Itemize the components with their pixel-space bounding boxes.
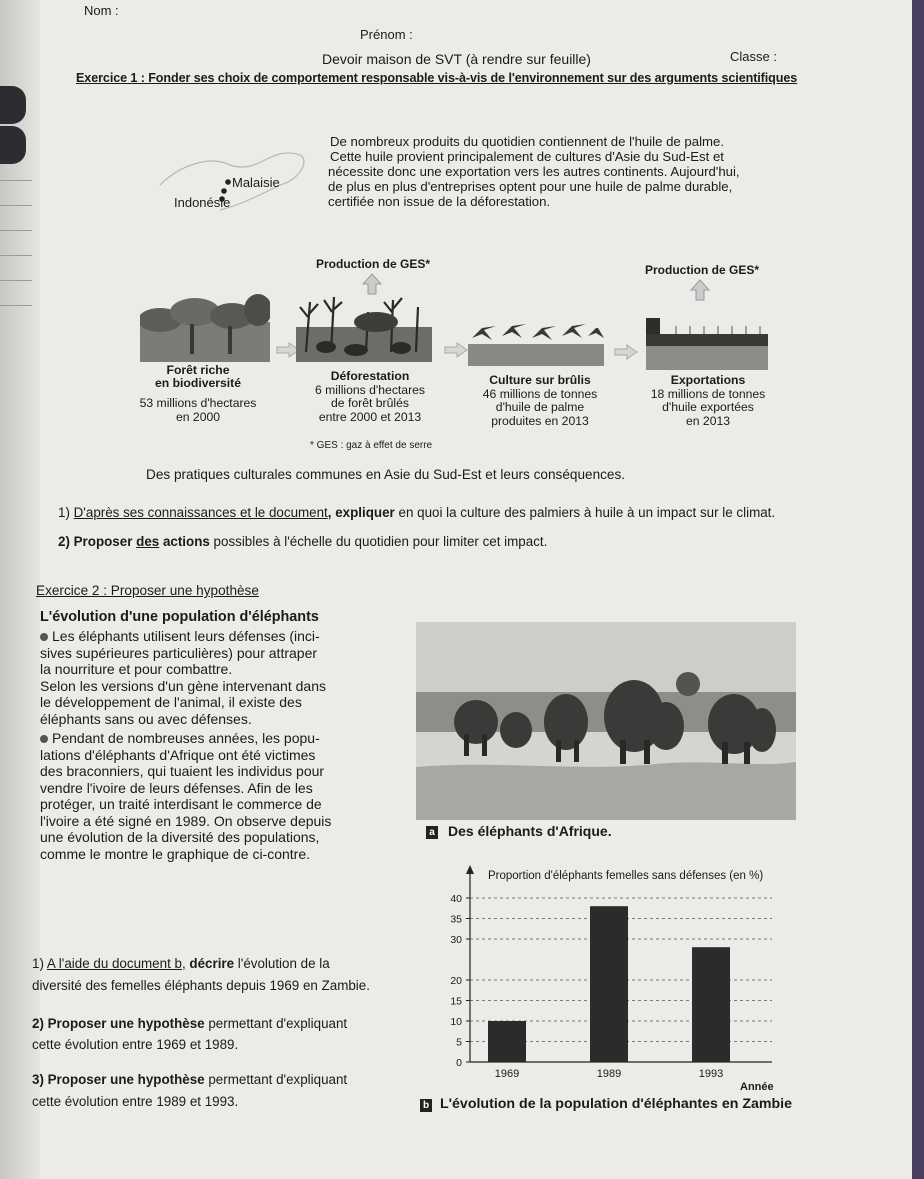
exercise2-title: Exercice 2 : Proposer une hypothèse [36,583,259,598]
y-tick-label: 15 [450,995,462,1008]
ruled-line [0,180,32,181]
question-text: permettant d'expliquant [204,1016,348,1031]
stage-desc-line: 53 millions d'hectares [139,396,257,410]
question-source: D'après ses connaissances et le document [73,505,328,520]
question-emphasis: des [136,534,160,549]
x-tick-label: 1989 [596,1068,622,1080]
question-number: 1) [58,505,74,520]
ex2-question-2 [32,1016,347,1031]
right-arrow-icon [614,344,638,360]
ex1-intro [328,134,740,209]
stage-desc-line: en 2013 [685,413,731,428]
map-point [225,179,231,185]
question-text: permettant d'expliquant [204,1072,348,1087]
intro-line: de plus en plus d'entreprises optent pour une huile de palme durable, [328,179,733,194]
text-line: comme le montre le graphique de ci-contre. [40,845,311,862]
cargo-ship-illustration [646,312,768,370]
text-line [40,628,366,645]
ex2-question-1 [32,956,330,971]
question-verb: , expliquer [327,505,395,520]
text-line-content: Les éléphants utilisent leurs défenses (inci- [52,628,320,644]
classe-label: Classe : [730,49,777,64]
bar-chart [410,862,800,1094]
stage-desc-line: de forêt brûlés [331,396,409,410]
page-title: Devoir maison de SVT (à rendre sur feuille) [322,51,591,67]
stage-desc-line: d'huile de palme [495,400,585,414]
text-line-content: Pendant de nombreuses années, les popu- [52,730,320,746]
question-verb: décrire [185,956,235,971]
text-line [40,730,366,747]
nom-label: Nom : [84,3,119,18]
text-line: le développement de l'animal, il existe des [40,694,302,710]
stage-desc-line: produites en 2013 [491,413,589,428]
stage-desc-line: entre 2000 et 2013 [318,409,422,424]
stage-title-line: en biodiversité [154,376,241,390]
question-number: 1) [32,956,47,971]
map-point [221,188,227,194]
ruled-line [0,255,32,256]
page-binding-shadow [0,0,40,1179]
text-line: l'ivoire a été signé en 1989. On observe depuis [40,812,332,829]
text-line: éléphants sans ou avec défenses. [40,710,252,727]
right-arrow-icon [444,342,468,358]
stage-desc-line: 6 millions d'hectares [314,382,426,397]
bullet-icon [40,633,48,641]
question-verb: 3) Proposer une hypothèse [32,1072,205,1087]
text-line: protéger, un traité interdisant le commerce de [40,796,322,812]
chart-title: Proportion d'éléphants femelles sans défenses (en %) [488,870,764,882]
stage-title-line: Exportations [670,373,746,387]
text-line: des braconniers, qui tuaient les individus pour [40,763,325,779]
stage-title-line: Culture sur brûlis [489,373,591,387]
y-tick-label: 40 [450,893,462,905]
y-axis-arrow-icon [466,865,474,874]
y-tick-label: 0 [456,1057,462,1069]
photo-caption: Des éléphants d'Afrique. [448,823,612,839]
exercise1-title: Exercice 1 : Fonder ses choix de comportement responsable vis-à-vis de l'environnement sur des arguments scientifiques [76,71,798,85]
stage-exportations [630,374,786,428]
ges-label-exportations: Production de GES* [645,263,760,277]
text-line: lations d'éléphants d'Afrique ont été victimes [40,746,316,763]
map-label-indonesie: Indonésie [174,195,231,210]
palm-plantation-illustration [468,322,604,366]
ex2-question-2-line2: cette évolution entre 1969 et 1989. [32,1037,239,1052]
stage-desc-line: d'huile exportées [662,400,754,414]
up-arrow-icon [690,279,710,301]
ruled-line [0,280,32,281]
stage-forest-title [140,364,256,390]
ges-footnote: * GES : gaz à effet de serre [310,440,433,451]
ex2-question-1-line2: diversité des femelles éléphants depuis 1969 en Zambie. [32,978,370,993]
intro-line: certifiée non issue de la déforestation. [328,194,551,209]
ex1-question-2 [58,534,547,549]
stage-deforestation [306,370,434,424]
intro-line: Cette huile provient principalement de cultures d'Asie du Sud-Est et [330,149,724,164]
stage-forest-desc [130,397,266,424]
prenom-label: Prénom : [360,27,413,42]
elephants-photo [416,622,796,820]
ruled-line [0,230,32,231]
y-tick-label: 5 [456,1036,462,1049]
ruled-line [0,305,32,306]
binder-hole [0,126,26,164]
text-line: Selon les versions d'un gène intervenant dans [40,677,326,694]
x-tick-label: 1993 [698,1068,724,1080]
y-tick-label: 20 [450,975,462,987]
text-line: vendre l'ivoire de leurs défenses. Afin de les [40,779,313,796]
text-line: sives supérieures particulières) pour attraper [40,644,318,661]
ex1-question-1 [58,505,775,520]
ruled-line [0,205,32,206]
binder-hole [0,86,26,124]
y-tick-label: 10 [450,1016,462,1028]
question-verb: 2) Proposer [58,534,137,549]
ex2-question-3 [32,1072,347,1087]
exercise2-text [40,628,366,862]
x-axis-label: Année [740,1081,774,1093]
document-caption: Des pratiques culturales communes en Asie du Sud-Est et leurs conséquences. [146,467,626,482]
question-source: A l'aide du document b, [46,956,186,971]
stage-desc-line: en 2000 [175,409,221,424]
photo-letter: a [426,826,438,839]
y-tick-label: 30 [450,934,462,946]
stage-desc-line: 46 millions de tonnes [482,386,598,401]
bar-1969 [488,1021,526,1062]
x-tick-label: 1969 [494,1068,520,1080]
exercise2-subtitle: L'évolution d'une population d'éléphants [40,609,319,625]
stage-title-line: Forêt riche [166,363,230,377]
chart-letter: b [420,1099,432,1112]
bullet-icon [40,735,48,743]
question-text: l'évolution de la [234,956,330,971]
ex2-question-3-line2: cette évolution entre 1989 et 1993. [32,1094,239,1109]
text-line: la nourriture et pour combattre. [40,661,233,677]
y-tick-label: 35 [450,913,462,926]
question-text: en quoi la culture des palmiers à huile à un impact sur le climat. [394,505,776,520]
text-line: une évolution de la diversité des populations, [40,829,320,845]
bar-1993 [692,947,730,1062]
deforestation-illustration [296,292,432,362]
ges-label-deforestation: Production de GES* [316,257,431,271]
chart-caption: L'évolution de la population d'éléphantes en Zambie [440,1096,793,1112]
intro-line: De nombreux produits du quotidien contiennent de l'huile de palme. [330,134,725,149]
question-text: possibles à l'échelle du quotidien pour limiter cet impact. [209,534,548,549]
stage-desc-line: 18 millions de tonnes [650,386,766,401]
stage-culture [470,374,610,428]
map-label-malaisie: Malaisie [232,175,280,190]
intro-line: nécessite donc une exportation vers les autres continents. Aujourd'hui, [328,164,740,179]
stage-title-line: Déforestation [330,369,410,383]
bar-1989 [590,906,628,1062]
question-verb: actions [159,534,210,549]
forest-illustration [140,292,270,362]
question-verb: 2) Proposer une hypothèse [32,1016,205,1031]
